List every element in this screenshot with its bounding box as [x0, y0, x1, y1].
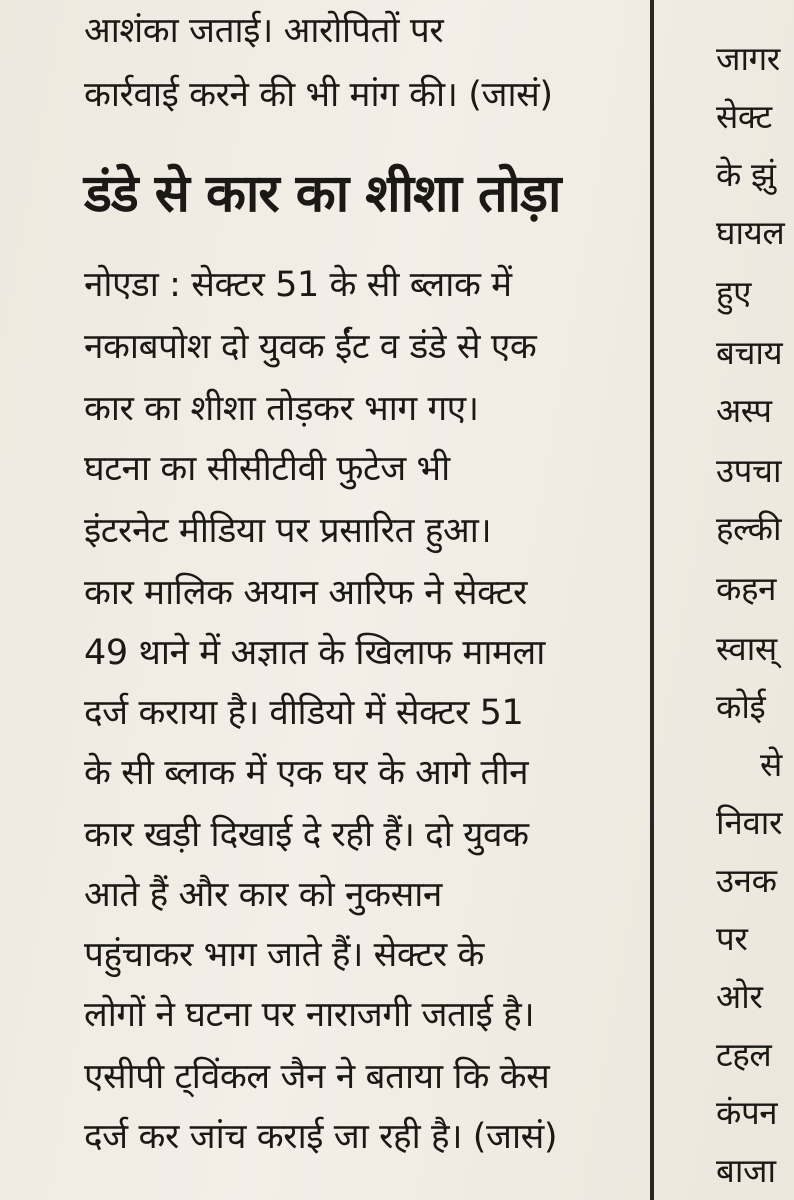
right-line: हल्की	[716, 509, 782, 548]
right-line: घायल	[716, 213, 785, 252]
right-line: कहन	[716, 569, 776, 608]
right-line: जागर	[716, 39, 780, 78]
right-line: अस्प	[716, 391, 772, 430]
body-line: दर्ज कर जांच कराई जा रही है। (जासं)	[84, 1117, 558, 1157]
body-line: आते हैं और कार को नुकसान	[84, 875, 442, 915]
right-line: उनक	[716, 861, 777, 900]
body-line: लोगों ने घटना पर नाराजगी जताई है।	[84, 995, 535, 1035]
body-line: पहुंचाकर भाग जाते हैं। सेक्टर के	[84, 935, 484, 975]
top-line-1: आशंका जताई। आरोपितों पर	[84, 11, 444, 51]
body-line: कार मालिक अयान आरिफ ने सेक्टर	[84, 573, 527, 613]
right-line: बाजा	[716, 1151, 776, 1190]
right-line: से	[760, 745, 782, 784]
right-line: के झुं	[716, 155, 776, 194]
right-line: हुए	[716, 273, 751, 312]
article-headline: डंडे से कार का शीशा तोड़ा	[84, 164, 561, 224]
right-line: पर	[716, 919, 748, 958]
right-line: कंपन	[716, 1093, 778, 1132]
body-line: कार का शीशा तोड़कर भाग गए।	[84, 389, 479, 429]
right-line: उपचा	[716, 451, 782, 490]
right-line: स्वास्	[716, 629, 777, 668]
right-line: कोई	[716, 687, 766, 726]
right-line: ओर	[716, 977, 763, 1016]
body-line: नकाबपोश दो युवक ईंट व डंडे से एक	[84, 327, 537, 367]
right-line: बचाय	[716, 333, 783, 372]
body-line: कार खड़ी दिखाई दे रही हैं। दो युवक	[84, 815, 529, 855]
body-line: घटना का सीसीटीवी फुटेज भी	[84, 449, 450, 489]
body-line: 49 थाने में अज्ञात के खिलाफ मामला	[84, 633, 545, 673]
body-line: दर्ज कराया है। वीडियो में सेक्टर 51	[84, 693, 524, 733]
body-line: एसीपी ट्विंकल जैन ने बताया कि केस	[84, 1057, 550, 1097]
right-line: निवार	[716, 803, 783, 842]
right-line: सेक्ट	[716, 97, 772, 136]
body-line: के सी ब्लाक में एक घर के आगे तीन	[84, 753, 529, 793]
body-line: नोएडा : सेक्टर 51 के सी ब्लाक में	[84, 265, 512, 305]
right-line: टहल	[716, 1035, 772, 1074]
body-line: इंटरनेट मीडिया पर प्रसारित हुआ।	[84, 511, 492, 551]
top-line-2: कार्रवाई करने की भी मांग की। (जासं)	[84, 75, 553, 115]
